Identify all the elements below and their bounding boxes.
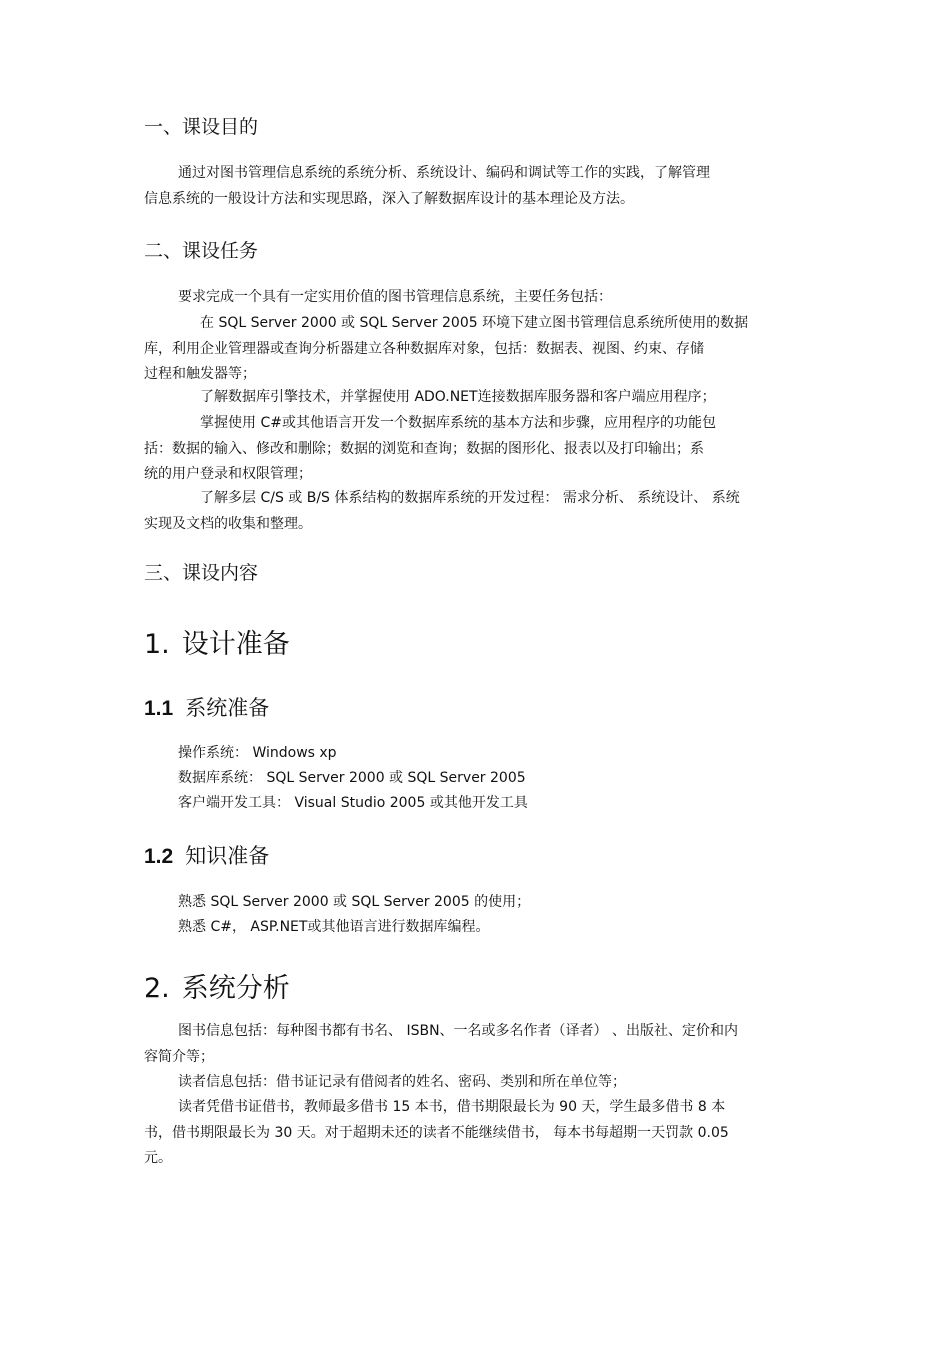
analysis-line: 书，借书期限最长为 30 天。对于超期未还的读者不能继续借书， 每本书每超期一天罚款 0.05 [144, 1124, 729, 1141]
task-item-1 [144, 311, 820, 388]
chapter-number: 2. [144, 973, 170, 1004]
list-item: 操作系统： Windows xp [178, 745, 337, 761]
subsection-heading-1-1 [144, 694, 820, 723]
task-item-line: 在 SQL Server 2000 或 SQL Server 2005 环境下建立图书管理信息系统所使用的数据 [200, 315, 749, 331]
analysis-line: 容简介等； [144, 1048, 214, 1065]
subsection-heading-1-2 [144, 842, 820, 871]
task-item-line: 库，利用企业管理器或查询分析器建立各种数据库对象，包括：数据表、视图、约束、存储 [144, 340, 704, 357]
purpose-paragraph [144, 161, 820, 212]
section-heading-content: 三、课设内容 [144, 562, 259, 584]
list-item: 熟悉 SQL Server 2000 或 SQL Server 2005 的使用； [178, 894, 531, 910]
analysis-line: 图书信息包括：每种图书都有书名、 ISBN、一名或多名作者（译者） 、出版社、定价和内 [178, 1023, 738, 1039]
task-item-line: 过程和触发器等； [144, 366, 256, 382]
list-item: 客户端开发工具： Visual Studio 2005 或其他开发工具 [178, 795, 528, 812]
chapter-heading-2 [144, 972, 820, 1006]
section-heading-purpose: 一、课设目的 [144, 116, 259, 138]
chapter-title: 系统分析 [181, 973, 290, 1004]
task-item-line: 统的用户登录和权限管理； [144, 466, 312, 482]
subsection-number: 1.1 [144, 697, 174, 720]
chapter-heading-1 [144, 628, 820, 662]
knowledge-prep-list [178, 890, 530, 940]
subsection-number: 1.2 [144, 845, 174, 868]
purpose-line: 信息系统的一般设计方法和实现思路，深入了解数据库设计的基本理论及方法。 [144, 190, 634, 207]
tasks-intro-line: 要求完成一个具有一定实用价值的图书管理信息系统，主要任务包括： [178, 289, 612, 305]
chapter-number: 1. [144, 629, 170, 660]
purpose-line: 通过对图书管理信息系统的系统分析、系统设计、编码和调试等工作的实践，了解管理 [178, 165, 710, 181]
analysis-line: 元。 [144, 1150, 172, 1166]
subsection-title: 系统准备 [185, 696, 270, 720]
analysis-line: 读者信息包括：借书证记录有借阅者的姓名、密码、类别和所在单位等； [178, 1074, 626, 1090]
task-item-line: 掌握使用 C#或其他语言开发一个数据库系统的基本方法和步骤，应用程序的功能包 [200, 415, 716, 431]
section-heading-tasks: 二、课设任务 [144, 240, 259, 262]
list-item: 熟悉 C#， ASP.NET或其他语言进行数据库编程。 [178, 919, 490, 936]
task-item-4 [144, 486, 820, 537]
system-prep-list [178, 741, 528, 817]
task-item-line: 括：数据的输入、修改和删除；数据的浏览和查询；数据的图形化、报表以及打印输出；系 [144, 440, 704, 457]
task-item-2 [144, 385, 820, 411]
analysis-line: 读者凭借书证借书，教师最多借书 15 本书，借书期限最长为 90 天，学生最多借书 8 本 [178, 1099, 726, 1115]
task-item-3 [144, 411, 820, 488]
task-item-line: 了解数据库引擎技术，并掌握使用 ADO.NET连接数据库服务器和客户端应用程序； [200, 389, 716, 405]
analysis-paragraph-1 [144, 1019, 820, 1070]
task-item-line: 了解多层 C/S 或 B/S 体系结构的数据库系统的开发过程： 需求分析、 系统设计、 系统 [200, 490, 740, 506]
analysis-paragraph-2 [144, 1070, 820, 1096]
tasks-intro [144, 285, 820, 311]
task-item-line: 实现及文档的收集和整理。 [144, 515, 312, 532]
analysis-paragraph-3 [144, 1095, 820, 1172]
list-item: 数据库系统： SQL Server 2000 或 SQL Server 2005 [178, 770, 526, 787]
chapter-title: 设计准备 [181, 629, 290, 660]
subsection-title: 知识准备 [185, 844, 270, 868]
